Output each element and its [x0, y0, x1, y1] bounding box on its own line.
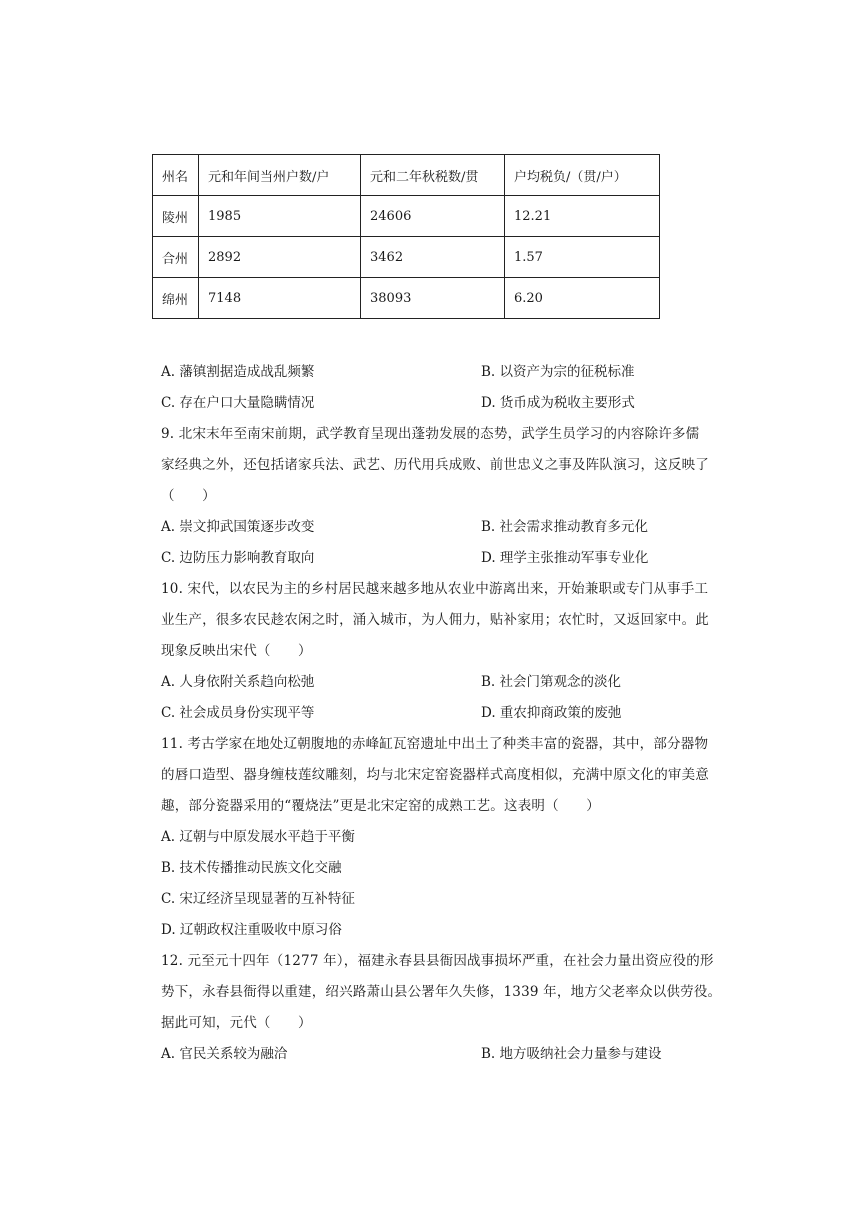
- table-row: [153, 237, 660, 278]
- q11-stem-line-3: 趣，部分瓷器采用的“覆烧法”更是北宋定窑的成熟工艺。这表明（ ）: [161, 798, 600, 814]
- table-cell: 7148: [199, 278, 361, 319]
- table-cell: 合州: [153, 237, 199, 278]
- q9-stem-line-1: 9. 北宋末年至南宋前期，武学教育呈现出蓬勃发展的态势，武学生员学习的内容除许多儒: [161, 426, 700, 442]
- table-row: [153, 278, 660, 319]
- q11-stem-line-1: 11. 考古学家在地处辽朝腹地的赤峰缸瓦窑遗址中出土了种类丰富的瓷器，其中，部分器物: [161, 736, 709, 752]
- table-cell: 3462: [361, 237, 505, 278]
- q12-option-a: A. 官民关系较为融洽: [161, 1046, 288, 1062]
- q10-stem-line-3: 现象反映出宋代（ ）: [161, 643, 312, 659]
- q11-option-d: D. 辽朝政权注重吸收中原习俗: [161, 922, 342, 938]
- q9-stem-line-3: （ ）: [161, 488, 216, 504]
- q8-option-b: B. 以资产为宗的征税标准: [481, 364, 635, 380]
- q10-option-d: D. 重农抑商政策的废弛: [481, 705, 622, 721]
- q10-stem-line-1: 10. 宋代，以农民为主的乡村居民越来越多地从农业中游离出来，开始兼职或专门从事手工: [161, 581, 709, 597]
- q12-stem-line-1: 12. 元至元十四年（1277 年），福建永春县县衙因战事损坏严重，在社会力量出资应役的形: [161, 953, 714, 969]
- q12-option-b: B. 地方吸纳社会力量参与建设: [481, 1046, 662, 1062]
- q9-option-c: C. 边防压力影响教育取向: [161, 550, 315, 566]
- q12-stem-line-3: 据此可知，元代（ ）: [161, 1015, 312, 1031]
- q10-stem-line-2: 业生产，很多农民趁农闲之时，涌入城市，为人佣力，贴补家用；农忙时，又返回家中。此: [161, 612, 709, 628]
- q8-option-d: D. 货币成为税收主要形式: [481, 395, 635, 411]
- table-header-cell: 州名: [153, 155, 199, 196]
- table-header-cell: 元和二年秋税数/贯: [361, 155, 505, 196]
- table-row: [153, 196, 660, 237]
- q9-option-d: D. 理学主张推动军事专业化: [481, 550, 649, 566]
- q10-option-b: B. 社会门第观念的淡化: [481, 674, 622, 690]
- q12-stem-line-2: 势下，永春县衙得以重建，绍兴路萧山县公署年久失修，1339 年，地方父老率众以供劳役。: [161, 984, 722, 1000]
- q10-option-c: C. 社会成员身份实现平等: [161, 705, 315, 721]
- table-cell: 12.21: [505, 196, 660, 237]
- q11-option-c: C. 宋辽经济呈现显著的互补特征: [161, 891, 355, 907]
- table-cell: 24606: [361, 196, 505, 237]
- table-header-cell: 元和年间当州户数/户: [199, 155, 361, 196]
- q9-option-b: B. 社会需求推动教育多元化: [481, 519, 649, 535]
- table-cell: 陵州: [153, 196, 199, 237]
- q10-option-a: A. 人身依附关系趋向松弛: [161, 674, 315, 690]
- table-cell: 1985: [199, 196, 361, 237]
- q8-option-a: A. 藩镇割据造成战乱频繁: [161, 364, 315, 380]
- tax-data-table: [152, 154, 660, 319]
- q11-option-b: B. 技术传播推动民族文化交融: [161, 860, 342, 876]
- table-cell: 2892: [199, 237, 361, 278]
- table-cell: 绵州: [153, 278, 199, 319]
- table-header-cell: 户均税负/（贯/户）: [505, 155, 660, 196]
- q9-stem-line-2: 家经典之外，还包括诸家兵法、武艺、历代用兵成败、前世忠义之事及阵队演习，这反映了: [161, 457, 709, 473]
- table-header-row: [153, 155, 660, 196]
- q9-option-a: A. 崇文抑武国策逐步改变: [161, 519, 315, 535]
- q8-option-c: C. 存在户口大量隐瞒情况: [161, 395, 315, 411]
- table-cell: 1.57: [505, 237, 660, 278]
- q11-stem-line-2: 的唇口造型、器身缠枝莲纹雕刻，均与北宋定窑瓷器样式高度相似，充满中原文化的审美意: [161, 767, 709, 783]
- table-cell: 6.20: [505, 278, 660, 319]
- q11-option-a: A. 辽朝与中原发展水平趋于平衡: [161, 829, 355, 845]
- table-cell: 38093: [361, 278, 505, 319]
